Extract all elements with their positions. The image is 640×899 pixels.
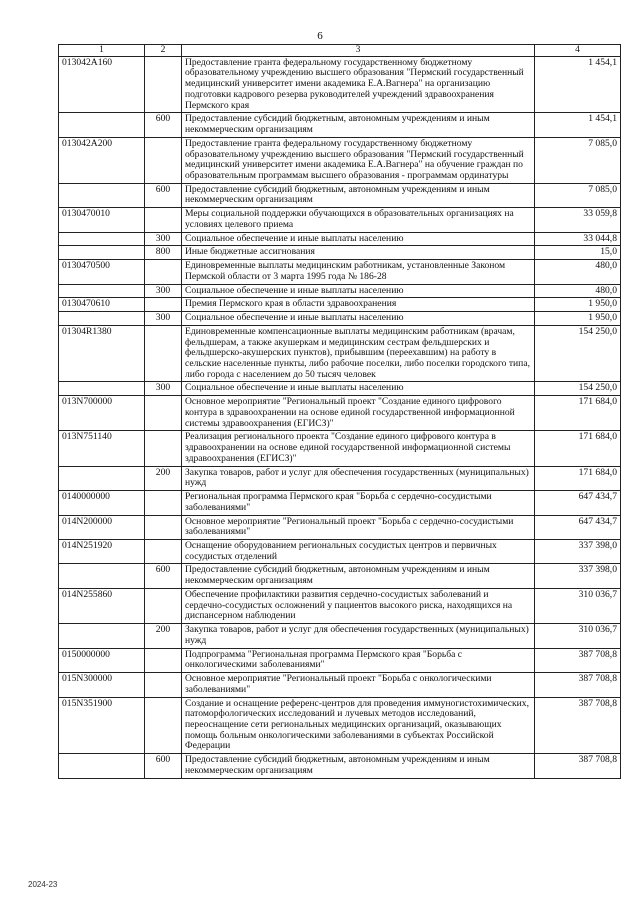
row-code: 014N255860: [59, 588, 145, 623]
table-row: [59, 754, 621, 778]
row-name: Создание и оснащение референс-центров для проведения иммуногистохимических, патоморфологических исследований и лучевых методов исследований, переоснащение сети региональных медицинских организаций, оказывающих помощь больным онкологическими заболеваниями в субъектах Российской Федерации: [182, 697, 535, 754]
page-number: 6: [317, 30, 323, 42]
row-expense-type: [145, 208, 182, 232]
row-code: [59, 754, 145, 778]
table-body: [59, 56, 621, 778]
row-code: 01304R1380: [59, 325, 145, 382]
table-row: [59, 466, 621, 490]
table-row: [59, 564, 621, 588]
header-col-3: 3: [182, 45, 535, 57]
row-code: [59, 624, 145, 648]
row-code: 0130470610: [59, 298, 145, 312]
row-amount: 33 044,8: [535, 232, 621, 246]
table-row: [59, 431, 621, 466]
table-row: [59, 540, 621, 564]
row-expense-type: 600: [145, 113, 182, 137]
row-amount: 7 085,0: [535, 183, 621, 207]
row-name: Подпрограмма "Региональная программа Пермского края "Борьба с онкологическими заболеваниями": [182, 648, 535, 672]
row-code: 0140000000: [59, 491, 145, 515]
row-name: Основное мероприятие "Региональный проект "Борьба с сердечно-сосудистыми заболеваниями": [182, 515, 535, 539]
row-expense-type: [145, 396, 182, 431]
row-amount: 1 950,0: [535, 312, 621, 326]
table-row: [59, 56, 621, 113]
row-name: Предоставление субсидий бюджетным, автономным учреждениям и иным некоммерческим организациям: [182, 183, 535, 207]
row-amount: 387 708,8: [535, 697, 621, 754]
row-name: Основное мероприятие "Региональный проект "Борьба с онкологическими заболеваниями": [182, 673, 535, 697]
row-amount: 310 036,7: [535, 624, 621, 648]
row-expense-type: 200: [145, 624, 182, 648]
table-row: [59, 697, 621, 754]
row-name: Предоставление гранта федеральному государственному бюджетному образовательному учреждению высшего образования "Пермский государственный медицинский университет имени академика Е.А.Вагнера" на организацию подготовки кадрового резерва руководителей учреждений здравоохранения Пермского края: [182, 56, 535, 113]
table-row: [59, 491, 621, 515]
header-col-1: 1: [59, 45, 145, 57]
row-code: 0150000000: [59, 648, 145, 672]
row-expense-type: 300: [145, 312, 182, 326]
table-header: [59, 45, 621, 57]
row-code: [59, 284, 145, 298]
row-expense-type: 800: [145, 246, 182, 260]
row-expense-type: [145, 540, 182, 564]
row-expense-type: [145, 515, 182, 539]
row-name: Предоставление субсидий бюджетным, автономным учреждениям и иным некоммерческим организациям: [182, 754, 535, 778]
row-expense-type: [145, 260, 182, 284]
row-expense-type: [145, 491, 182, 515]
row-name: Предоставление субсидий бюджетным, автономным учреждениям и иным некоммерческим организациям: [182, 113, 535, 137]
row-name: Единовременные компенсационные выплаты медицинским работникам (врачам, фельдшерам, а также акушеркам и медицинским сестрам фельдшерских и фельдшерско-акушерских пунктов), прибывшим (переехавшим) на работу в сельские населенные пункты, либо рабочие поселки, либо поселки городского типа, либо города с населением до 50 тысяч человек: [182, 325, 535, 382]
row-amount: 387 708,8: [535, 754, 621, 778]
row-name: Единовременные выплаты медицинским работникам, установленные Законом Пермской области от 3 марта 1995 года № 186-28: [182, 260, 535, 284]
row-amount: 647 434,7: [535, 515, 621, 539]
table-row: [59, 232, 621, 246]
row-amount: 7 085,0: [535, 137, 621, 183]
row-code: 013042А160: [59, 56, 145, 113]
row-amount: 387 708,8: [535, 648, 621, 672]
row-name: Обеспечение профилактики развития сердечно-сосудистых заболеваний и сердечно-сосудистых осложнений у пациентов высокого риска, находящихся на диспансерном наблюдении: [182, 588, 535, 623]
header-col-4: 4: [535, 45, 621, 57]
row-amount: 337 398,0: [535, 540, 621, 564]
row-code: 014N251920: [59, 540, 145, 564]
row-code: 013N751140: [59, 431, 145, 466]
row-expense-type: [145, 325, 182, 382]
row-name: Закупка товаров, работ и услуг для обеспечения государственных (муниципальных) нужд: [182, 466, 535, 490]
table-row: [59, 312, 621, 326]
row-expense-type: 300: [145, 284, 182, 298]
row-name: Социальное обеспечение и иные выплаты населению: [182, 232, 535, 246]
row-name: Реализация регионального проекта "Создание единого цифрового контура в здравоохранении на основе единой государственной информационной системы здравоохранения (ЕГИСЗ)": [182, 431, 535, 466]
row-name: Премия Пермского края в области здравоохранения: [182, 298, 535, 312]
budget-table: [58, 44, 621, 779]
row-amount: 154 250,0: [535, 382, 621, 396]
row-expense-type: 300: [145, 382, 182, 396]
row-name: Меры социальной поддержки обучающихся в образовательных организациях на условиях целевого приема: [182, 208, 535, 232]
row-code: 0130470010: [59, 208, 145, 232]
row-name: Основное мероприятие "Региональный проект "Создание единого цифрового контура в здравоохранении на основе единой государственной информационной системы здравоохранения (ЕГИСЗ)": [182, 396, 535, 431]
row-expense-type: 300: [145, 232, 182, 246]
row-name: Предоставление гранта федеральному государственному бюджетному образовательному учреждению высшего образования "Пермский государственный медицинский университет имени академика Е.А.Вагнера" на обучение граждан по образовательным программам высшего образования - программам ординатуры: [182, 137, 535, 183]
row-amount: 1 950,0: [535, 298, 621, 312]
row-amount: 15,0: [535, 246, 621, 260]
row-amount: 310 036,7: [535, 588, 621, 623]
row-name: Региональная программа Пермского края "Борьба с сердечно-сосудистыми заболеваниями": [182, 491, 535, 515]
row-expense-type: [145, 298, 182, 312]
row-name: Закупка товаров, работ и услуг для обеспечения государственных (муниципальных) нужд: [182, 624, 535, 648]
row-code: [59, 466, 145, 490]
header-col-2: 2: [145, 45, 182, 57]
row-expense-type: [145, 431, 182, 466]
row-code: 013042А200: [59, 137, 145, 183]
row-code: [59, 246, 145, 260]
row-name: Предоставление субсидий бюджетным, автономным учреждениям и иным некоммерческим организациям: [182, 564, 535, 588]
row-code: [59, 312, 145, 326]
footer-code: 2024-23: [28, 880, 58, 889]
row-amount: 480,0: [535, 284, 621, 298]
row-amount: 171 684,0: [535, 396, 621, 431]
row-code: 015N300000: [59, 673, 145, 697]
row-code: 0130470500: [59, 260, 145, 284]
row-expense-type: 200: [145, 466, 182, 490]
row-amount: 337 398,0: [535, 564, 621, 588]
row-name: Иные бюджетные ассигнования: [182, 246, 535, 260]
table-row: [59, 515, 621, 539]
row-code: [59, 113, 145, 137]
row-amount: 1 454,1: [535, 56, 621, 113]
row-amount: 387 708,8: [535, 673, 621, 697]
row-expense-type: [145, 588, 182, 623]
row-expense-type: [145, 697, 182, 754]
table-row: [59, 325, 621, 382]
row-name: Социальное обеспечение и иные выплаты населению: [182, 382, 535, 396]
row-amount: 171 684,0: [535, 431, 621, 466]
table-row: [59, 260, 621, 284]
row-code: [59, 564, 145, 588]
table-row: [59, 284, 621, 298]
table-row: [59, 246, 621, 260]
table-row: [59, 183, 621, 207]
row-expense-type: [145, 137, 182, 183]
table-row: [59, 137, 621, 183]
row-code: 015N351900: [59, 697, 145, 754]
row-code: 014N200000: [59, 515, 145, 539]
row-expense-type: [145, 673, 182, 697]
row-name: Социальное обеспечение и иные выплаты населению: [182, 312, 535, 326]
row-expense-type: 600: [145, 754, 182, 778]
row-amount: 33 059,8: [535, 208, 621, 232]
row-name: Оснащение оборудованием региональных сосудистых центров и первичных сосудистых отделений: [182, 540, 535, 564]
table-row: [59, 113, 621, 137]
row-expense-type: 600: [145, 564, 182, 588]
row-amount: 1 454,1: [535, 113, 621, 137]
row-expense-type: [145, 56, 182, 113]
table-row: [59, 382, 621, 396]
table-row: [59, 298, 621, 312]
row-expense-type: 600: [145, 183, 182, 207]
table-row: [59, 208, 621, 232]
row-code: [59, 183, 145, 207]
table-row: [59, 396, 621, 431]
row-expense-type: [145, 648, 182, 672]
row-name: Социальное обеспечение и иные выплаты населению: [182, 284, 535, 298]
table-row: [59, 588, 621, 623]
row-amount: 154 250,0: [535, 325, 621, 382]
row-amount: 171 684,0: [535, 466, 621, 490]
table-row: [59, 624, 621, 648]
row-amount: 647 434,7: [535, 491, 621, 515]
table-row: [59, 673, 621, 697]
row-amount: 480,0: [535, 260, 621, 284]
row-code: [59, 232, 145, 246]
row-code: 013N700000: [59, 396, 145, 431]
table-row: [59, 648, 621, 672]
row-code: [59, 382, 145, 396]
